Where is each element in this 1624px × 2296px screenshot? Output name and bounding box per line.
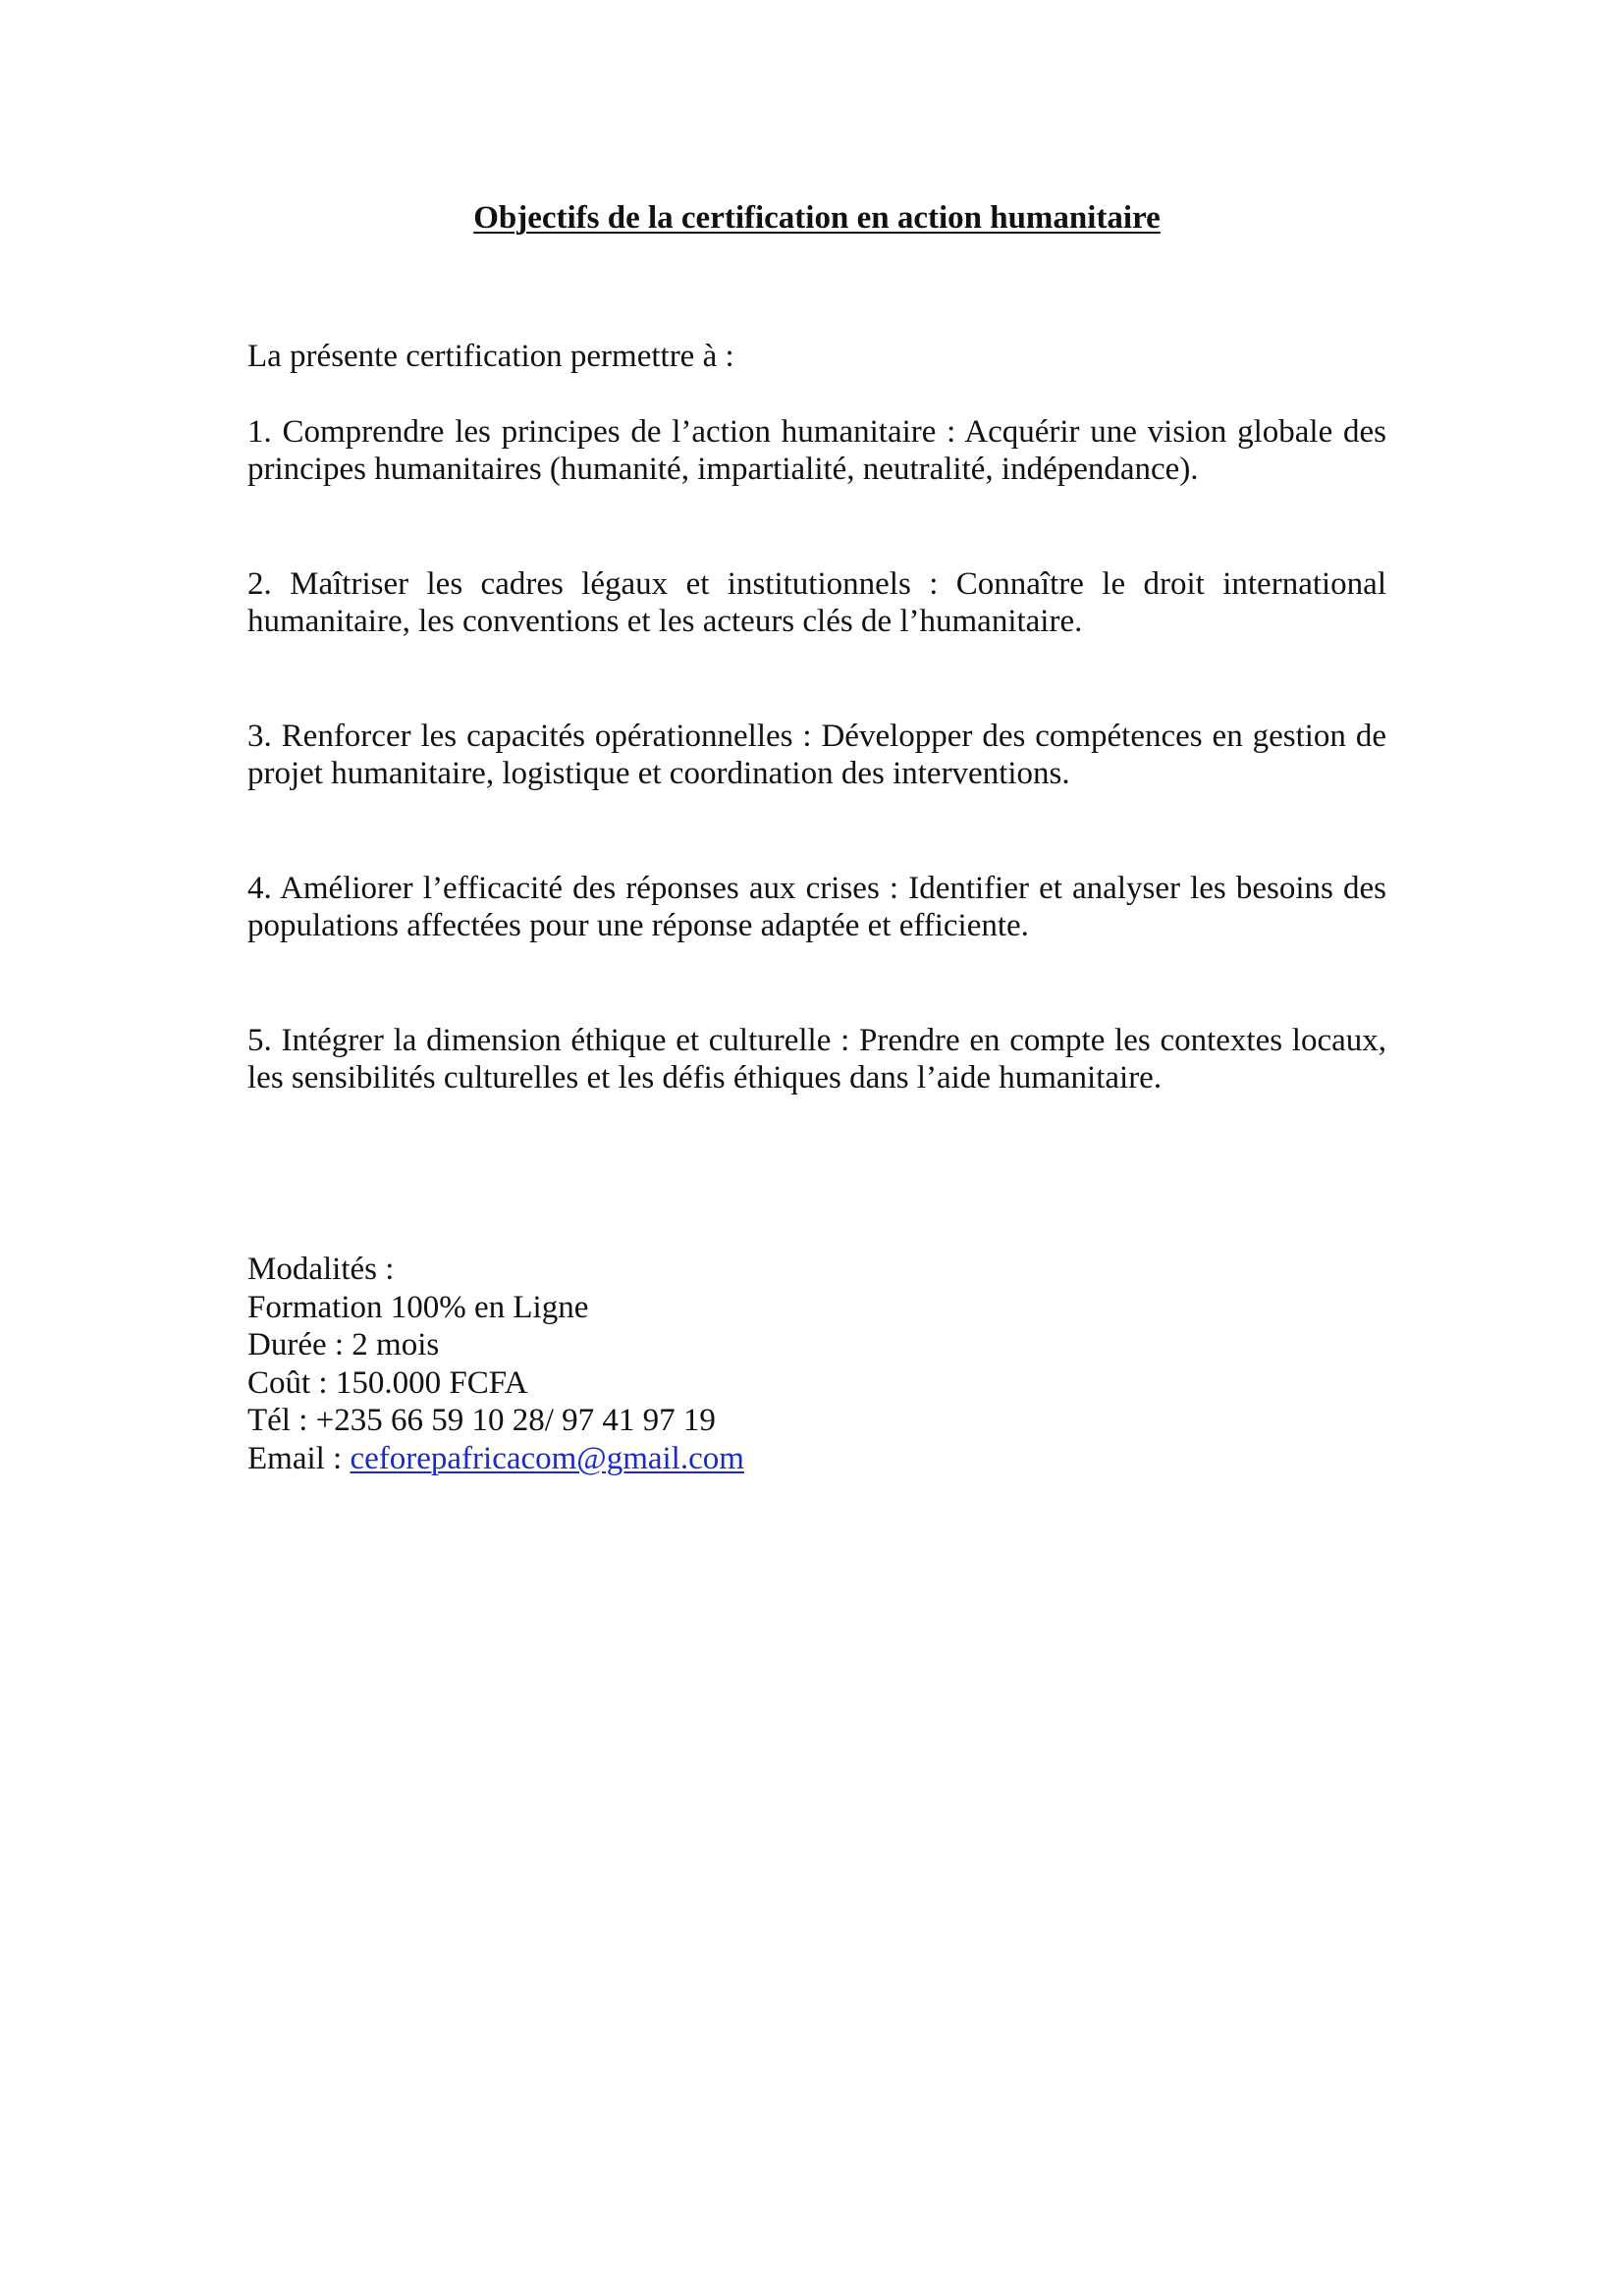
objectives-list	[247, 413, 1386, 1096]
objective-item-1: 1. Comprendre les principes de l’action humanitaire : Acquérir une vision globale des principes humanitaires (humanité, impartialité, neutralité, indépendance).	[247, 414, 1386, 487]
objective-item-2: 2. Maîtriser les cadres légaux et institutionnels : Connaître le droit international humanitaire, les conventions et les acteurs clés de l’humanitaire.	[247, 566, 1386, 639]
modalities-format: Formation 100% en Ligne	[247, 1289, 589, 1325]
objective-item-4: 4. Améliorer l’efficacité des réponses aux crises : Identifier et analyser les besoins des populations affectées pour une réponse adaptée et efficiente.	[247, 871, 1386, 943]
modalities-phone: Tél : +235 66 59 10 28/ 97 41 97 19	[247, 1403, 716, 1438]
email-link[interactable]: ceforepafricacom@gmail.com	[350, 1440, 744, 1476]
page-title: Objectifs de la certification en action humanitaire	[473, 200, 1161, 236]
objective-item-3: 3. Renforcer les capacités opérationnelles : Développer des compétences en gestion de projet humanitaire, logistique et coordination des interventions.	[247, 719, 1386, 791]
modalities-duration: Durée : 2 mois	[247, 1327, 440, 1362]
objective-item-5: 5. Intégrer la dimension éthique et culturelle : Prendre en compte les contextes locaux, les sensibilités culturelles et les défis éthiques dans l’aide humanitaire.	[247, 1023, 1386, 1095]
email-label: Email :	[247, 1440, 351, 1476]
modalities-heading: Modalités :	[247, 1252, 395, 1287]
document-content	[247, 194, 1386, 1477]
modalities-block	[247, 1251, 1386, 1477]
intro-paragraph: La présente certification permettre à :	[247, 339, 734, 374]
modalities-cost: Coût : 150.000 FCFA	[247, 1364, 528, 1401]
modalities-email-line	[247, 1440, 1386, 1478]
